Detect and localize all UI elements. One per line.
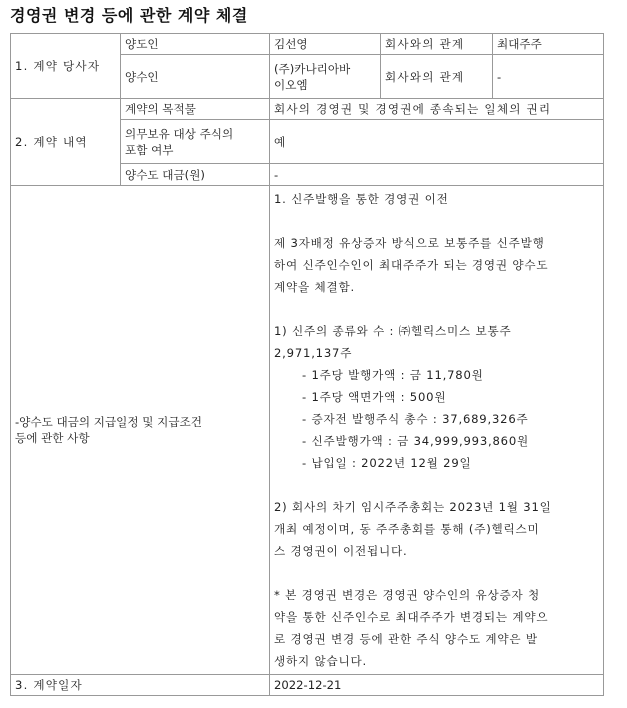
payment-label-line1: -양수도 대금의 지급일정 및 지급조건 [15,415,202,429]
transferor-label: 양도인 [121,34,270,55]
contract-date-row [11,675,604,696]
transferee-name [270,55,381,99]
contract-date-value: 2022-12-21 [270,675,604,696]
pre-issue-shares-item: - 증자전 발행주식 총수 : 37,689,326주 [302,412,529,426]
transferor-relation: 최대주주 [493,34,604,55]
issue-amount-item: - 신주발행가액 : 금 34,999,993,860원 [302,434,530,448]
share-type-line: 1) 신주의 종류와 수 : ㈜헬릭스미스 보통주 [274,324,512,338]
meeting-line: 스 경영권이 이전됩니다. [274,544,408,558]
payment-label [11,186,270,675]
contract-date-label: 3. 계약일자 [11,675,270,696]
contract-label: 2. 계약 내역 [11,99,121,186]
price-label: 양수도 대금(원) [121,164,270,186]
note-line: 생하지 않습니다. [274,654,367,668]
payment-desc-line: 계약을 체결함. [274,280,355,294]
purpose-value: 회사의 경영권 및 경영권에 종속되는 일체의 권리 [270,99,604,120]
payment-label-line2: 등에 관한 사항 [15,431,90,445]
transferee-name-line1: (주)카나리아바 [274,61,351,76]
note-line: 로 경영권 변경 등에 관한 주식 양수도 계약은 발 [274,632,538,646]
par-value-item: - 1주당 액면가액 : 500원 [302,390,447,404]
purpose-label: 계약의 목적물 [121,99,270,120]
payment-row [11,186,604,675]
lockup-value: 예 [270,120,604,164]
transferee-label: 양수인 [121,55,270,99]
document-title: 경영권 변경 등에 관한 계약 체결 [10,6,248,25]
payment-desc-line: 하여 신주인수인이 최대주주가 되는 경영권 양수도 [274,258,549,272]
transferor-row [11,34,604,55]
payment-detail [270,186,604,675]
price-value: - [270,164,604,186]
payment-desc-line: 제 3자배정 유상증자 방식으로 보통주를 신주발행 [274,236,545,250]
note-line: * 본 경영권 변경은 경영권 양수인의 유상증자 청 [274,588,540,602]
payment-heading: 1. 신주발행을 통한 경영권 이전 [274,192,449,206]
meeting-line: 개최 예정이며, 동 주주총회를 통해 (주)헬릭스미 [274,522,540,536]
transferor-relation-label: 회사와의 관계 [381,34,493,55]
parties-label: 1. 계약 당사자 [11,34,121,99]
note-line: 약을 통한 신주인수로 최대주주가 변경되는 계약으 [274,610,549,624]
lockup-label [121,120,270,164]
transferee-relation-label: 회사와의 관계 [381,55,493,99]
purpose-row [11,99,604,120]
transferor-name: 김선영 [270,34,381,55]
transferee-name-line2: 이오엠 [274,77,308,92]
share-count-line: 2,971,137주 [274,346,353,360]
transferee-relation: - [493,55,604,99]
lockup-label-line1: 의무보유 대상 주식의 [125,126,234,141]
lockup-label-line2: 포함 여부 [125,142,174,157]
issue-price-item: - 1주당 발행가액 : 금 11,780원 [302,368,484,382]
meeting-line: 2) 회사의 차기 임시주주총회는 2023년 1월 31일 [274,500,552,514]
contract-table [10,33,604,696]
payment-date-item: - 납입일 : 2022년 12월 29일 [302,456,472,470]
